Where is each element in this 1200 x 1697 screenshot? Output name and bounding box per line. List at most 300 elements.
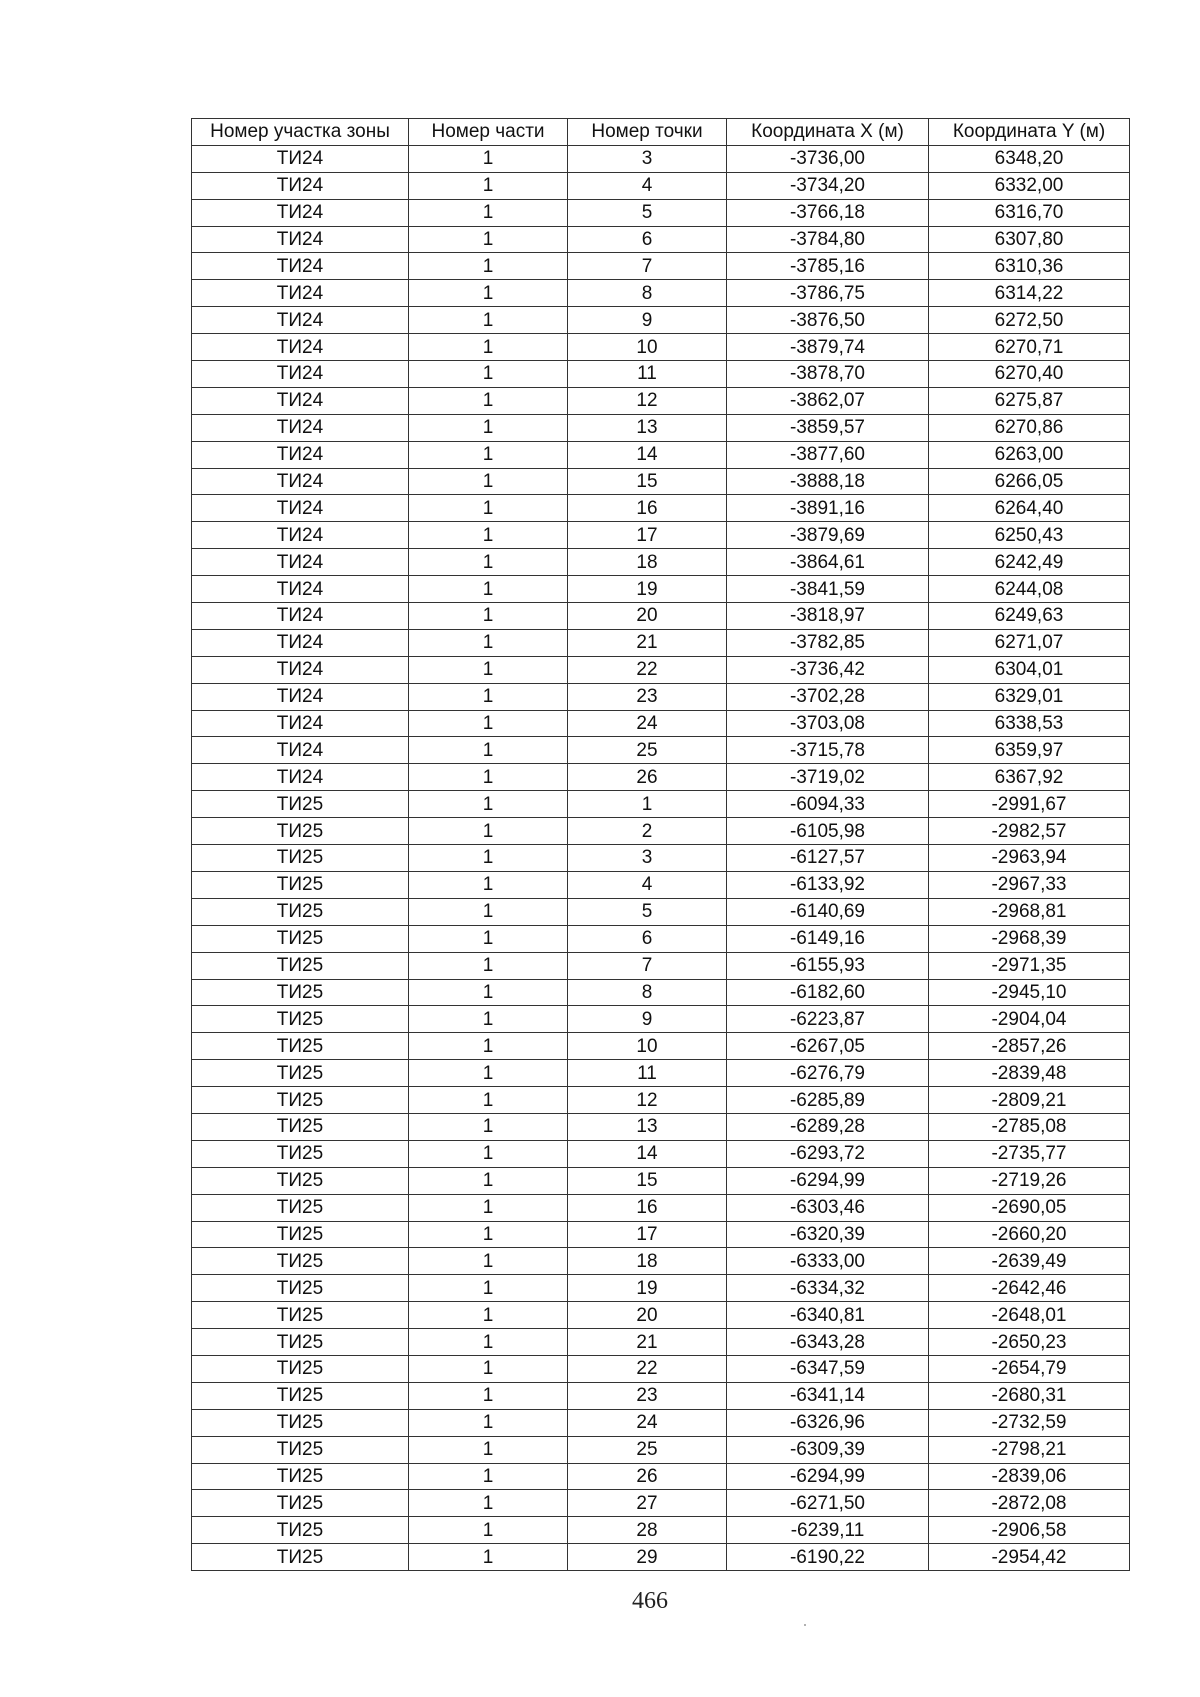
table-row [192, 1409, 1130, 1436]
part-number-cell: 1 [409, 1409, 568, 1436]
point-number-cell: 22 [568, 1355, 727, 1382]
coordinate-y-cell: 6314,22 [929, 280, 1130, 307]
zone-section-cell: ТИ24 [192, 441, 409, 468]
zone-section-cell: ТИ25 [192, 1221, 409, 1248]
table-body [192, 145, 1130, 1570]
table-row [192, 199, 1130, 226]
part-number-cell: 1 [409, 764, 568, 791]
point-number-cell: 25 [568, 737, 727, 764]
coordinate-y-cell: -2785,08 [929, 1113, 1130, 1140]
part-number-cell: 1 [409, 495, 568, 522]
zone-section-cell: ТИ24 [192, 737, 409, 764]
part-number-cell: 1 [409, 1087, 568, 1114]
coordinate-x-cell: -3879,74 [727, 334, 929, 361]
coordinate-y-cell: 6264,40 [929, 495, 1130, 522]
zone-section-cell: ТИ24 [192, 253, 409, 280]
coordinate-y-cell: 6244,08 [929, 576, 1130, 603]
coordinate-y-cell: 6316,70 [929, 199, 1130, 226]
table-row [192, 925, 1130, 952]
part-number-cell: 1 [409, 683, 568, 710]
zone-section-cell: ТИ24 [192, 226, 409, 253]
zone-section-cell: ТИ25 [192, 791, 409, 818]
zone-section-cell: ТИ24 [192, 387, 409, 414]
coordinate-x-cell: -6140,69 [727, 898, 929, 925]
point-number-cell: 9 [568, 307, 727, 334]
part-number-cell: 1 [409, 1221, 568, 1248]
part-number-cell: 1 [409, 1194, 568, 1221]
part-number-cell: 1 [409, 145, 568, 172]
coordinate-y-cell: -2735,77 [929, 1140, 1130, 1167]
point-number-cell: 24 [568, 1409, 727, 1436]
zone-section-cell: ТИ25 [192, 1517, 409, 1544]
point-number-cell: 2 [568, 818, 727, 845]
coordinate-y-cell: -2971,35 [929, 952, 1130, 979]
coordinate-x-cell: -6105,98 [727, 818, 929, 845]
zone-section-cell: ТИ25 [192, 1248, 409, 1275]
table-row [192, 1463, 1130, 1490]
coordinate-x-cell: -6333,00 [727, 1248, 929, 1275]
part-number-cell: 1 [409, 1006, 568, 1033]
point-number-cell: 19 [568, 576, 727, 603]
table-row [192, 952, 1130, 979]
coordinate-x-cell: -6267,05 [727, 1033, 929, 1060]
part-number-cell: 1 [409, 1355, 568, 1382]
point-number-cell: 13 [568, 414, 727, 441]
zone-section-cell: ТИ24 [192, 468, 409, 495]
point-number-cell: 21 [568, 629, 727, 656]
table-row [192, 683, 1130, 710]
table-row [192, 1382, 1130, 1409]
zone-section-cell: ТИ24 [192, 549, 409, 576]
part-number-cell: 1 [409, 1140, 568, 1167]
point-number-cell: 14 [568, 1140, 727, 1167]
part-number-cell: 1 [409, 871, 568, 898]
table-row [192, 1060, 1130, 1087]
point-number-cell: 21 [568, 1329, 727, 1356]
coordinate-y-cell: -2991,67 [929, 791, 1130, 818]
table-row [192, 1221, 1130, 1248]
zone-section-cell: ТИ24 [192, 764, 409, 791]
table-row [192, 1140, 1130, 1167]
point-number-cell: 26 [568, 764, 727, 791]
zone-section-cell: ТИ25 [192, 898, 409, 925]
coordinates-table [191, 118, 1130, 1571]
coordinate-x-cell: -6190,22 [727, 1544, 929, 1571]
coordinate-x-cell: -6294,99 [727, 1167, 929, 1194]
part-number-cell: 1 [409, 1436, 568, 1463]
table-row [192, 1167, 1130, 1194]
part-number-cell: 1 [409, 845, 568, 872]
coordinate-y-cell: 6338,53 [929, 710, 1130, 737]
part-number-cell: 1 [409, 737, 568, 764]
point-number-cell: 13 [568, 1113, 727, 1140]
point-number-cell: 18 [568, 549, 727, 576]
table-row [192, 1355, 1130, 1382]
table-row [192, 603, 1130, 630]
part-number-cell: 1 [409, 603, 568, 630]
part-number-cell: 1 [409, 522, 568, 549]
point-number-cell: 7 [568, 952, 727, 979]
header-coordinate-y: Координата Y (м) [929, 119, 1130, 146]
coordinate-y-cell: 6249,63 [929, 603, 1130, 630]
part-number-cell: 1 [409, 629, 568, 656]
table-row [192, 791, 1130, 818]
coordinate-x-cell: -6285,89 [727, 1087, 929, 1114]
coordinate-y-cell: -2945,10 [929, 979, 1130, 1006]
zone-section-cell: ТИ25 [192, 1275, 409, 1302]
coordinate-y-cell: -2798,21 [929, 1436, 1130, 1463]
part-number-cell: 1 [409, 656, 568, 683]
coordinate-y-cell: -2954,42 [929, 1544, 1130, 1571]
zone-section-cell: ТИ24 [192, 280, 409, 307]
point-number-cell: 15 [568, 1167, 727, 1194]
coordinate-x-cell: -3719,02 [727, 764, 929, 791]
coordinate-x-cell: -3766,18 [727, 199, 929, 226]
table-row [192, 468, 1130, 495]
point-number-cell: 20 [568, 603, 727, 630]
part-number-cell: 1 [409, 1463, 568, 1490]
coordinate-x-cell: -3888,18 [727, 468, 929, 495]
coordinate-y-cell: 6250,43 [929, 522, 1130, 549]
coordinate-x-cell: -6309,39 [727, 1436, 929, 1463]
point-number-cell: 10 [568, 334, 727, 361]
table-row [192, 307, 1130, 334]
zone-section-cell: ТИ25 [192, 1355, 409, 1382]
coordinate-x-cell: -3879,69 [727, 522, 929, 549]
point-number-cell: 5 [568, 199, 727, 226]
coordinate-y-cell: -2967,33 [929, 871, 1130, 898]
table-row [192, 576, 1130, 603]
part-number-cell: 1 [409, 1113, 568, 1140]
part-number-cell: 1 [409, 1302, 568, 1329]
zone-section-cell: ТИ24 [192, 307, 409, 334]
coordinate-x-cell: -3782,85 [727, 629, 929, 656]
part-number-cell: 1 [409, 172, 568, 199]
part-number-cell: 1 [409, 334, 568, 361]
part-number-cell: 1 [409, 253, 568, 280]
coordinate-x-cell: -3864,61 [727, 549, 929, 576]
part-number-cell: 1 [409, 199, 568, 226]
zone-section-cell: ТИ25 [192, 1382, 409, 1409]
zone-section-cell: ТИ25 [192, 1409, 409, 1436]
coordinate-x-cell: -3786,75 [727, 280, 929, 307]
coordinate-x-cell: -3702,28 [727, 683, 929, 710]
coordinate-y-cell: -2857,26 [929, 1033, 1130, 1060]
point-number-cell: 20 [568, 1302, 727, 1329]
table-row [192, 1329, 1130, 1356]
table-row [192, 764, 1130, 791]
part-number-cell: 1 [409, 898, 568, 925]
table-row [192, 280, 1130, 307]
coordinate-y-cell: 6242,49 [929, 549, 1130, 576]
part-number-cell: 1 [409, 1382, 568, 1409]
point-number-cell: 3 [568, 145, 727, 172]
table-row [192, 549, 1130, 576]
point-number-cell: 6 [568, 226, 727, 253]
coordinate-y-cell: -2654,79 [929, 1355, 1130, 1382]
coordinate-y-cell: 6263,00 [929, 441, 1130, 468]
coordinate-x-cell: -6340,81 [727, 1302, 929, 1329]
zone-section-cell: ТИ25 [192, 845, 409, 872]
coordinate-x-cell: -3703,08 [727, 710, 929, 737]
point-number-cell: 4 [568, 172, 727, 199]
zone-section-cell: ТИ24 [192, 629, 409, 656]
header-row [192, 119, 1130, 146]
zone-section-cell: ТИ25 [192, 1329, 409, 1356]
point-number-cell: 17 [568, 522, 727, 549]
zone-section-cell: ТИ25 [192, 1060, 409, 1087]
point-number-cell: 27 [568, 1490, 727, 1517]
part-number-cell: 1 [409, 576, 568, 603]
zone-section-cell: ТИ25 [192, 1006, 409, 1033]
coordinate-y-cell: -2719,26 [929, 1167, 1130, 1194]
coordinate-y-cell: -2648,01 [929, 1302, 1130, 1329]
part-number-cell: 1 [409, 280, 568, 307]
table-row [192, 172, 1130, 199]
point-number-cell: 24 [568, 710, 727, 737]
part-number-cell: 1 [409, 1033, 568, 1060]
point-number-cell: 7 [568, 253, 727, 280]
coordinate-x-cell: -3878,70 [727, 361, 929, 388]
zone-section-cell: ТИ24 [192, 522, 409, 549]
coordinate-x-cell: -6149,16 [727, 925, 929, 952]
table-row [192, 226, 1130, 253]
point-number-cell: 23 [568, 1382, 727, 1409]
point-number-cell: 11 [568, 1060, 727, 1087]
coordinate-x-cell: -6223,87 [727, 1006, 929, 1033]
table-row [192, 1517, 1130, 1544]
coordinate-x-cell: -6127,57 [727, 845, 929, 872]
zone-section-cell: ТИ24 [192, 145, 409, 172]
zone-section-cell: ТИ25 [192, 1113, 409, 1140]
table-row [192, 1113, 1130, 1140]
table-row [192, 979, 1130, 1006]
part-number-cell: 1 [409, 226, 568, 253]
point-number-cell: 3 [568, 845, 727, 872]
coordinate-y-cell: -2680,31 [929, 1382, 1130, 1409]
table-row [192, 845, 1130, 872]
coordinate-y-cell: 6272,50 [929, 307, 1130, 334]
table-row [192, 495, 1130, 522]
table-row [192, 441, 1130, 468]
part-number-cell: 1 [409, 387, 568, 414]
part-number-cell: 1 [409, 925, 568, 952]
coordinate-y-cell: 6332,00 [929, 172, 1130, 199]
coordinate-y-cell: -2650,23 [929, 1329, 1130, 1356]
coordinate-y-cell: 6367,92 [929, 764, 1130, 791]
part-number-cell: 1 [409, 979, 568, 1006]
table-row [192, 871, 1130, 898]
coordinate-y-cell: -2968,39 [929, 925, 1130, 952]
coordinate-y-cell: -2639,49 [929, 1248, 1130, 1275]
coordinate-y-cell: -2642,46 [929, 1275, 1130, 1302]
coordinate-x-cell: -6343,28 [727, 1329, 929, 1356]
point-number-cell: 16 [568, 1194, 727, 1221]
table-row [192, 1302, 1130, 1329]
coordinate-x-cell: -6334,32 [727, 1275, 929, 1302]
zone-section-cell: ТИ25 [192, 1033, 409, 1060]
coordinate-x-cell: -3785,16 [727, 253, 929, 280]
point-number-cell: 22 [568, 656, 727, 683]
table-row [192, 1275, 1130, 1302]
coordinate-y-cell: -2809,21 [929, 1087, 1130, 1114]
zone-section-cell: ТИ25 [192, 1463, 409, 1490]
zone-section-cell: ТИ24 [192, 414, 409, 441]
coordinate-y-cell: -2839,48 [929, 1060, 1130, 1087]
zone-section-cell: ТИ25 [192, 1140, 409, 1167]
zone-section-cell: ТИ25 [192, 1544, 409, 1571]
table-row [192, 1490, 1130, 1517]
part-number-cell: 1 [409, 1517, 568, 1544]
table-row [192, 656, 1130, 683]
coordinate-y-cell: -2982,57 [929, 818, 1130, 845]
table-row [192, 1006, 1130, 1033]
part-number-cell: 1 [409, 710, 568, 737]
table-row [192, 1436, 1130, 1463]
zone-section-cell: ТИ25 [192, 1087, 409, 1114]
coordinate-x-cell: -3876,50 [727, 307, 929, 334]
header-coordinate-x: Координата X (м) [727, 119, 929, 146]
coordinate-x-cell: -3734,20 [727, 172, 929, 199]
coordinate-y-cell: -2904,04 [929, 1006, 1130, 1033]
zone-section-cell: ТИ24 [192, 683, 409, 710]
part-number-cell: 1 [409, 1275, 568, 1302]
zone-section-cell: ТИ25 [192, 871, 409, 898]
coordinate-x-cell: -6276,79 [727, 1060, 929, 1087]
table-header [192, 119, 1130, 146]
table-row [192, 710, 1130, 737]
point-number-cell: 6 [568, 925, 727, 952]
zone-section-cell: ТИ24 [192, 576, 409, 603]
point-number-cell: 29 [568, 1544, 727, 1571]
table-row [192, 387, 1130, 414]
zone-section-cell: ТИ25 [192, 1194, 409, 1221]
zone-section-cell: ТИ25 [192, 1302, 409, 1329]
coordinate-x-cell: -3841,59 [727, 576, 929, 603]
table-row [192, 629, 1130, 656]
part-number-cell: 1 [409, 361, 568, 388]
header-part-number: Номер части [409, 119, 568, 146]
table-row [192, 1087, 1130, 1114]
coordinate-x-cell: -6303,46 [727, 1194, 929, 1221]
coordinate-x-cell: -6289,28 [727, 1113, 929, 1140]
coordinate-y-cell: -2732,59 [929, 1409, 1130, 1436]
point-number-cell: 4 [568, 871, 727, 898]
coordinate-y-cell: -2872,08 [929, 1490, 1130, 1517]
point-number-cell: 12 [568, 387, 727, 414]
table-row [192, 818, 1130, 845]
coordinate-y-cell: 6359,97 [929, 737, 1130, 764]
part-number-cell: 1 [409, 952, 568, 979]
part-number-cell: 1 [409, 549, 568, 576]
coordinate-x-cell: -6293,72 [727, 1140, 929, 1167]
point-number-cell: 26 [568, 1463, 727, 1490]
point-number-cell: 25 [568, 1436, 727, 1463]
coordinate-y-cell: 6270,71 [929, 334, 1130, 361]
part-number-cell: 1 [409, 1329, 568, 1356]
point-number-cell: 16 [568, 495, 727, 522]
coordinate-x-cell: -6182,60 [727, 979, 929, 1006]
part-number-cell: 1 [409, 818, 568, 845]
coordinate-y-cell: 6329,01 [929, 683, 1130, 710]
point-number-cell: 14 [568, 441, 727, 468]
coordinate-y-cell: -2906,58 [929, 1517, 1130, 1544]
point-number-cell: 19 [568, 1275, 727, 1302]
coordinate-y-cell: -2660,20 [929, 1221, 1130, 1248]
point-number-cell: 1 [568, 791, 727, 818]
point-number-cell: 8 [568, 979, 727, 1006]
coordinate-y-cell: -2690,05 [929, 1194, 1130, 1221]
zone-section-cell: ТИ24 [192, 361, 409, 388]
coordinate-y-cell: 6307,80 [929, 226, 1130, 253]
point-number-cell: 12 [568, 1087, 727, 1114]
coordinate-y-cell: 6270,86 [929, 414, 1130, 441]
zone-section-cell: ТИ24 [192, 172, 409, 199]
point-number-cell: 18 [568, 1248, 727, 1275]
coordinate-y-cell: -2963,94 [929, 845, 1130, 872]
scan-speck [804, 1624, 806, 1626]
part-number-cell: 1 [409, 1490, 568, 1517]
part-number-cell: 1 [409, 1544, 568, 1571]
coordinate-x-cell: -6326,96 [727, 1409, 929, 1436]
coordinate-x-cell: -3877,60 [727, 441, 929, 468]
table-row [192, 1194, 1130, 1221]
coordinate-y-cell: 6270,40 [929, 361, 1130, 388]
coordinate-x-cell: -6155,93 [727, 952, 929, 979]
point-number-cell: 9 [568, 1006, 727, 1033]
point-number-cell: 8 [568, 280, 727, 307]
coordinate-y-cell: -2968,81 [929, 898, 1130, 925]
table-row [192, 334, 1130, 361]
coordinate-y-cell: 6271,07 [929, 629, 1130, 656]
zone-section-cell: ТИ25 [192, 979, 409, 1006]
point-number-cell: 5 [568, 898, 727, 925]
coordinate-y-cell: 6310,36 [929, 253, 1130, 280]
part-number-cell: 1 [409, 791, 568, 818]
point-number-cell: 11 [568, 361, 727, 388]
header-point-number: Номер точки [568, 119, 727, 146]
coordinate-x-cell: -3736,00 [727, 145, 929, 172]
coordinate-y-cell: 6348,20 [929, 145, 1130, 172]
table-row [192, 414, 1130, 441]
table-row [192, 361, 1130, 388]
part-number-cell: 1 [409, 1060, 568, 1087]
table-row [192, 522, 1130, 549]
zone-section-cell: ТИ25 [192, 925, 409, 952]
coordinate-x-cell: -6094,33 [727, 791, 929, 818]
coordinate-x-cell: -3859,57 [727, 414, 929, 441]
zone-section-cell: ТИ24 [192, 603, 409, 630]
table-row [192, 253, 1130, 280]
zone-section-cell: ТИ25 [192, 1167, 409, 1194]
part-number-cell: 1 [409, 1167, 568, 1194]
table-row [192, 1248, 1130, 1275]
coordinate-x-cell: -3736,42 [727, 656, 929, 683]
coordinate-x-cell: -3818,97 [727, 603, 929, 630]
table-row [192, 898, 1130, 925]
zone-section-cell: ТИ24 [192, 199, 409, 226]
coordinate-x-cell: -3784,80 [727, 226, 929, 253]
zone-section-cell: ТИ24 [192, 495, 409, 522]
part-number-cell: 1 [409, 441, 568, 468]
part-number-cell: 1 [409, 414, 568, 441]
coordinate-x-cell: -3862,07 [727, 387, 929, 414]
zone-section-cell: ТИ24 [192, 710, 409, 737]
coordinate-x-cell: -6341,14 [727, 1382, 929, 1409]
coordinate-x-cell: -6271,50 [727, 1490, 929, 1517]
zone-section-cell: ТИ24 [192, 334, 409, 361]
zone-section-cell: ТИ24 [192, 656, 409, 683]
